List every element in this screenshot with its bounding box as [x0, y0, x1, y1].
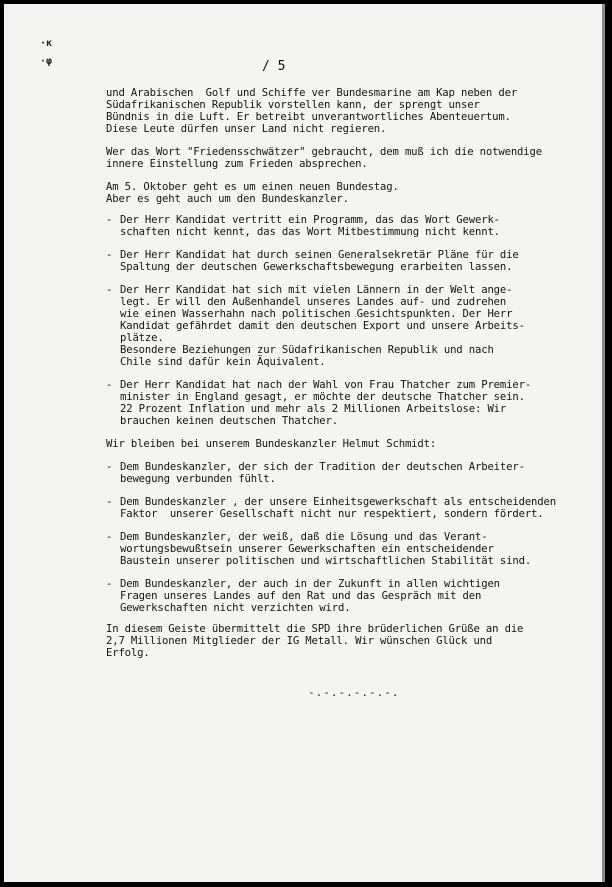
text-line: legt. Er will den Außenhandel unseres Landes auf- und zudrehen	[120, 296, 507, 308]
text-line: Dem Bundeskanzler, der weiß, daß die Lösung und das Verant-	[120, 531, 488, 543]
text-line: Fragen unseres Landes auf den Rat und das Gespräch mit den	[120, 590, 482, 602]
list-item	[106, 249, 598, 273]
paragraph	[106, 146, 598, 170]
text-line: Spaltung der deutschen Gewerkschaftsbewegung erarbeiten lassen.	[120, 261, 513, 273]
list-item	[106, 578, 598, 614]
text-line: brauchen keinen deutschen Thatcher.	[120, 415, 338, 427]
paragraph	[106, 87, 598, 135]
list-item	[106, 461, 598, 485]
list-item	[106, 284, 598, 368]
dash-bullet: -	[106, 496, 113, 508]
text-line: innere Einstellung zum Frieden absprechen.	[106, 158, 368, 170]
text-line: minister in England gesagt, er möchte der deutsche Thatcher sein.	[120, 391, 525, 403]
end-marker: -.-.-.-.-.-.	[308, 686, 400, 699]
corner-mark: ·κ	[40, 38, 53, 49]
text-line: Der Herr Kandidat vertritt ein Programm, das das Wort Gewerk-	[120, 214, 500, 226]
text-line: Baustein unserer politischen und wirtschaftlichen Stabilität sind.	[120, 555, 532, 567]
document-page	[4, 4, 605, 882]
text-line: 22 Prozent Inflation und mehr als 2 Millionen Arbeitslose: Wir	[120, 403, 507, 415]
text-line: Dem Bundeskanzler , der unsere Einheitsgewerkschaft als entscheidenden	[120, 496, 556, 508]
text-line: Bündnis in die Luft. Er betreibt unverantwortliches Abenteuertum.	[106, 111, 511, 123]
text-line: wortungsbewußtsein unserer Gewerkschaften ein entscheidender	[120, 543, 494, 555]
text-line: Dem Bundeskanzler, der sich der Tradition der deutschen Arbeiter-	[120, 461, 525, 473]
dash-bullet: -	[106, 578, 113, 590]
text-line: Aber es geht auch um den Bundeskanzler.	[106, 193, 349, 205]
list-item	[106, 214, 598, 238]
text-line: Am 5. Oktober geht es um einen neuen Bundestag.	[106, 181, 399, 193]
dash-bullet: -	[106, 214, 113, 226]
text-line: Der Herr Kandidat hat sich mit vielen Lännern in der Welt ange-	[120, 284, 513, 296]
text-line: Faktor unserer Gesellschaft nicht nur respektiert, sondern fördert.	[120, 508, 544, 520]
text-line: Dem Bundeskanzler, der auch in der Zukunft in allen wichtigen	[120, 578, 500, 590]
text-line: bewegung verbunden fühlt.	[120, 473, 276, 485]
text-line: Besondere Beziehungen zur Südafrikanischen Republik und nach	[120, 344, 494, 356]
list-item	[106, 496, 598, 520]
text-line: Wir bleiben bei unserem Bundeskanzler Helmut Schmidt:	[106, 438, 437, 450]
letter-body	[106, 87, 598, 659]
text-line: Chile sind dafür kein Äquivalent.	[120, 356, 326, 368]
dash-bullet: -	[106, 249, 113, 261]
dash-bullet: -	[106, 379, 113, 391]
text-line: Südafrikanischen Republik vorstellen kann, der sprengt unser	[106, 99, 480, 111]
page-edge	[602, 4, 605, 882]
text-line: wie einen Wasserhahn nach politischen Gesichtspunkten. Der Herr	[120, 308, 513, 320]
dash-bullet: -	[106, 531, 113, 543]
text-line: Der Herr Kandidat hat nach der Wahl von Frau Thatcher zum Premier-	[120, 379, 532, 391]
list-item	[106, 379, 598, 427]
text-line: Erfolg.	[106, 647, 150, 659]
paragraph	[106, 181, 598, 205]
paragraph	[106, 438, 598, 450]
text-line: plätze.	[120, 332, 164, 344]
text-line: In diesem Geiste übermittelt die SPD ihre brüderlichen Grüße an die	[106, 623, 524, 635]
corner-mark: ·φ	[40, 56, 53, 67]
dash-bullet: -	[106, 461, 113, 473]
page-number: / 5	[262, 59, 286, 74]
dash-bullet: -	[106, 284, 113, 296]
text-line: 2,7 Millionen Mitglieder der IG Metall. Wir wünschen Glück und	[106, 635, 493, 647]
paragraph	[106, 623, 598, 659]
text-line: Kandidat gefährdet damit den deutschen Export und unsere Arbeits-	[120, 320, 525, 332]
text-line: Der Herr Kandidat hat durch seinen Generalsekretär Pläne für die	[120, 249, 519, 261]
list-item	[106, 531, 598, 567]
text-line: schaften nicht kennt, das das Wort Mitbestimmung nicht kennt.	[120, 226, 500, 238]
text-line: Wer das Wort "Friedensschwätzer" gebraucht, dem muß ich die notwendige	[106, 146, 542, 158]
text-line: und Arabischen Golf und Schiffe ver Bundesmarine am Kap neben der	[106, 87, 518, 99]
text-line: Diese Leute dürfen unser Land nicht regieren.	[106, 123, 387, 135]
text-line: Gewerkschaften nicht verzichten wird.	[120, 602, 351, 614]
